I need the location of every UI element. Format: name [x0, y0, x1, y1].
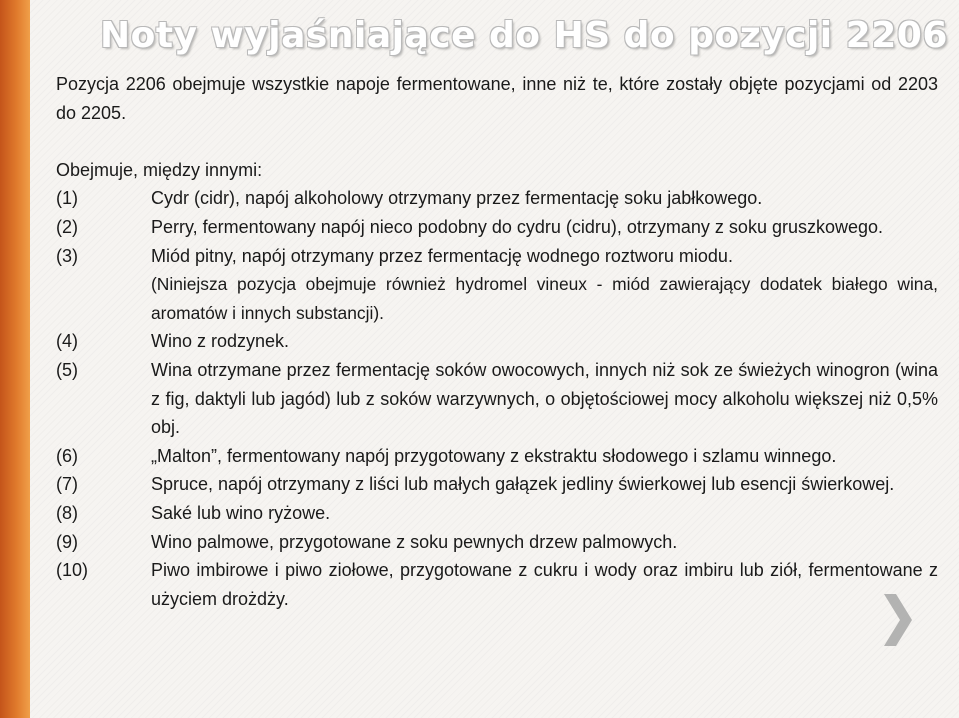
list-item	[56, 242, 938, 328]
item-number: (7)	[56, 474, 78, 495]
item-text: Cydr (cidr), napój alkoholowy otrzymany przez fermentację soku jabłkowego.	[151, 188, 763, 209]
item-number: (9)	[56, 531, 78, 552]
item-text: Wino palmowe, przygotowane z soku pewnych drzew palmowych.	[151, 531, 678, 552]
item-text: Piwo imbirowe i piwo ziołowe, przygotowane z cukru i wody oraz imbiru lub ziół, fermentowane z użyciem drożdży.	[151, 560, 938, 609]
item-number: (10)	[56, 560, 89, 581]
item-text: Miód pitny, napój otrzymany przez fermentację wodnego roztworu miodu.	[151, 245, 733, 266]
list-item	[56, 470, 938, 499]
list-item	[56, 442, 938, 471]
list-item	[56, 356, 938, 442]
chevron-right-icon[interactable]	[882, 594, 914, 646]
slide-content	[56, 70, 938, 613]
items-list	[56, 184, 938, 613]
item-text: Wino z rodzynek.	[151, 331, 290, 352]
list-item	[56, 556, 938, 613]
item-number: (4)	[56, 331, 78, 352]
list-item	[56, 528, 938, 557]
list-item	[56, 327, 938, 356]
list-item	[56, 213, 938, 242]
item-number: (3)	[56, 245, 78, 266]
item-number: (6)	[56, 445, 78, 466]
item-text: „Malton”, fermentowany napój przygotowany z ekstraktu słodowego i szlamu winnego.	[151, 445, 837, 466]
item-text: Saké lub wino ryżowe.	[151, 502, 331, 523]
paragraph-spacer	[56, 127, 938, 156]
slide-title: Noty wyjaśniające do HS do pozycji 2206	[100, 15, 948, 56]
list-item	[56, 499, 938, 528]
lead-line: Obejmuje, między innymi:	[56, 159, 263, 180]
item-number: (5)	[56, 359, 78, 380]
item-number: (1)	[56, 188, 78, 209]
list-item	[56, 184, 938, 213]
item-number: (2)	[56, 216, 78, 237]
item-subnote: (Niniejsza pozycja obejmuje również hydromel vineux - miód zawierający dodatek białego wina, aromatów i innych substancji).	[151, 274, 938, 323]
item-number: (8)	[56, 502, 78, 523]
item-text: Spruce, napój otrzymany z liści lub małych gałązek jedliny świerkowej lub esencji świerkowej.	[151, 474, 895, 495]
item-text: Perry, fermentowany napój nieco podobny do cydru (cidru), otrzymany z soku gruszkowego.	[151, 216, 884, 237]
item-text: Wina otrzymane przez fermentację soków owocowych, innych niż sok ze świeżych winogron (wina z fig, daktyli lub jagód) lub z soków warzywnych, o objętościowej mocy alkoholu większej niż 0,5% obj.	[151, 359, 938, 438]
intro-paragraph: Pozycja 2206 obejmuje wszystkie napoje fermentowane, inne niż te, które zostały objęte pozycjami od 2203 do 2205.	[56, 74, 938, 123]
left-accent-bar	[0, 0, 30, 718]
